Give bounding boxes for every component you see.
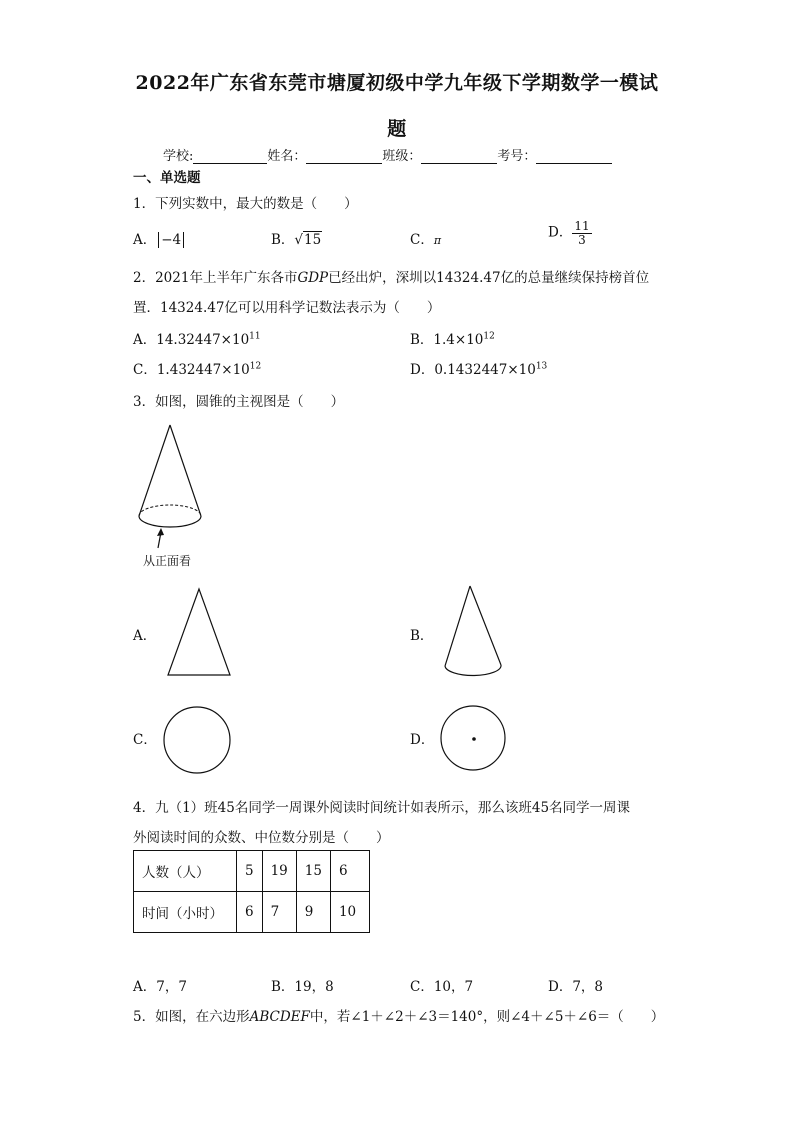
q1-b-sqrt: √15 [294, 232, 322, 248]
q3-option-a-triangle[interactable] [160, 585, 240, 680]
table-cell: 6 [330, 851, 369, 892]
section-heading: 一、单选题 [133, 170, 201, 186]
table-row [134, 851, 370, 892]
q3-option-d-circle-center[interactable] [438, 703, 514, 779]
class-blank[interactable] [421, 149, 497, 164]
number-blank[interactable] [536, 149, 612, 164]
table-cell: 15 [296, 851, 330, 892]
exam-title-continued: 题 [387, 118, 407, 140]
q4-option-b[interactable]: B．19，8 [271, 979, 334, 995]
q1-option-a[interactable]: A． −4 [133, 228, 184, 248]
table-cell: 5 [237, 851, 263, 892]
q1-option-b[interactable]: B．√15 [271, 232, 322, 248]
q2-option-a[interactable]: A．$14.32447\times 10^{11}$ [133, 331, 261, 348]
table-cell: 19 [262, 851, 296, 892]
cone-caption: 从正面看 [143, 554, 192, 568]
q2-option-c[interactable]: C．$1.432447\times 10^{12}$ [133, 361, 262, 378]
school-label: 学校: [163, 149, 194, 164]
q1-d-fraction: $\frac{11}{3}$ [574, 219, 590, 247]
table-cell: 人数（人） [134, 851, 237, 892]
q4-stem: 4．九（1）班45名同学一周课外阅读时间统计如表所示，那么该班45名同学一周课 [133, 800, 631, 816]
q4-option-a[interactable]: A．7，7 [133, 979, 187, 995]
table-row [134, 892, 370, 933]
q1-option-d[interactable]: D． $\frac{11}{3}$ [548, 219, 590, 247]
q3-option-b-cone[interactable] [440, 582, 510, 682]
exam-title: 2022年广东省东莞市塘厦初级中学九年级下学期数学一模试 [135, 72, 659, 94]
q4-option-c[interactable]: C．10，7 [410, 979, 474, 995]
table-cell: 时间（小时） [134, 892, 237, 933]
q2-stem-continued: 置．14324.47亿可以用科学记数法表示为（ ） [133, 300, 441, 316]
q5-stem: 5．如图，在六边形ABCDEF中，若∠1＋∠2＋∠3＝140°，则∠4＋∠5＋∠6＝（ ） [133, 1009, 665, 1025]
q4-option-d[interactable]: D．7，8 [548, 979, 604, 995]
class-label: 班级： [382, 149, 422, 164]
q3-option-c-circle[interactable] [160, 703, 236, 779]
cone-figure [130, 420, 220, 550]
q3-option-c-label[interactable]: C． [133, 732, 157, 748]
q2-option-d[interactable]: D．$0.1432447\times 10^{13}$ [410, 361, 548, 378]
q1-option-c[interactable]: C．π [410, 232, 442, 248]
name-blank[interactable] [306, 149, 382, 164]
q1-stem: 1．下列实数中，最大的数是（ ） [133, 196, 358, 212]
q3-option-d-label[interactable]: D． [410, 732, 435, 748]
school-blank[interactable] [193, 149, 267, 164]
q4-stem-continued: 外阅读时间的众数、中位数分别是（ ） [133, 830, 390, 846]
q2-option-b[interactable]: B．$1.4\times 10^{12}$ [410, 331, 495, 348]
number-label: 考号： [497, 149, 537, 164]
q1-a-abs: −4 [158, 232, 184, 248]
q3-option-a-label[interactable]: A． [133, 628, 157, 644]
q2-stem: 2．2021年上半年广东各市GDP已经出炉，深圳以14324.47亿的总量继续保持榜首位 [133, 270, 650, 286]
table-cell: 10 [330, 892, 369, 933]
reading-time-table [133, 850, 370, 933]
q3-option-b-label[interactable]: B． [410, 628, 434, 644]
table-cell: 6 [237, 892, 263, 933]
student-info-row [163, 145, 612, 164]
table-cell: 9 [296, 892, 330, 933]
name-label: 姓名： [267, 149, 307, 164]
q3-stem: 3．如图，圆锥的主视图是（ ） [133, 394, 345, 410]
table-cell: 7 [262, 892, 296, 933]
